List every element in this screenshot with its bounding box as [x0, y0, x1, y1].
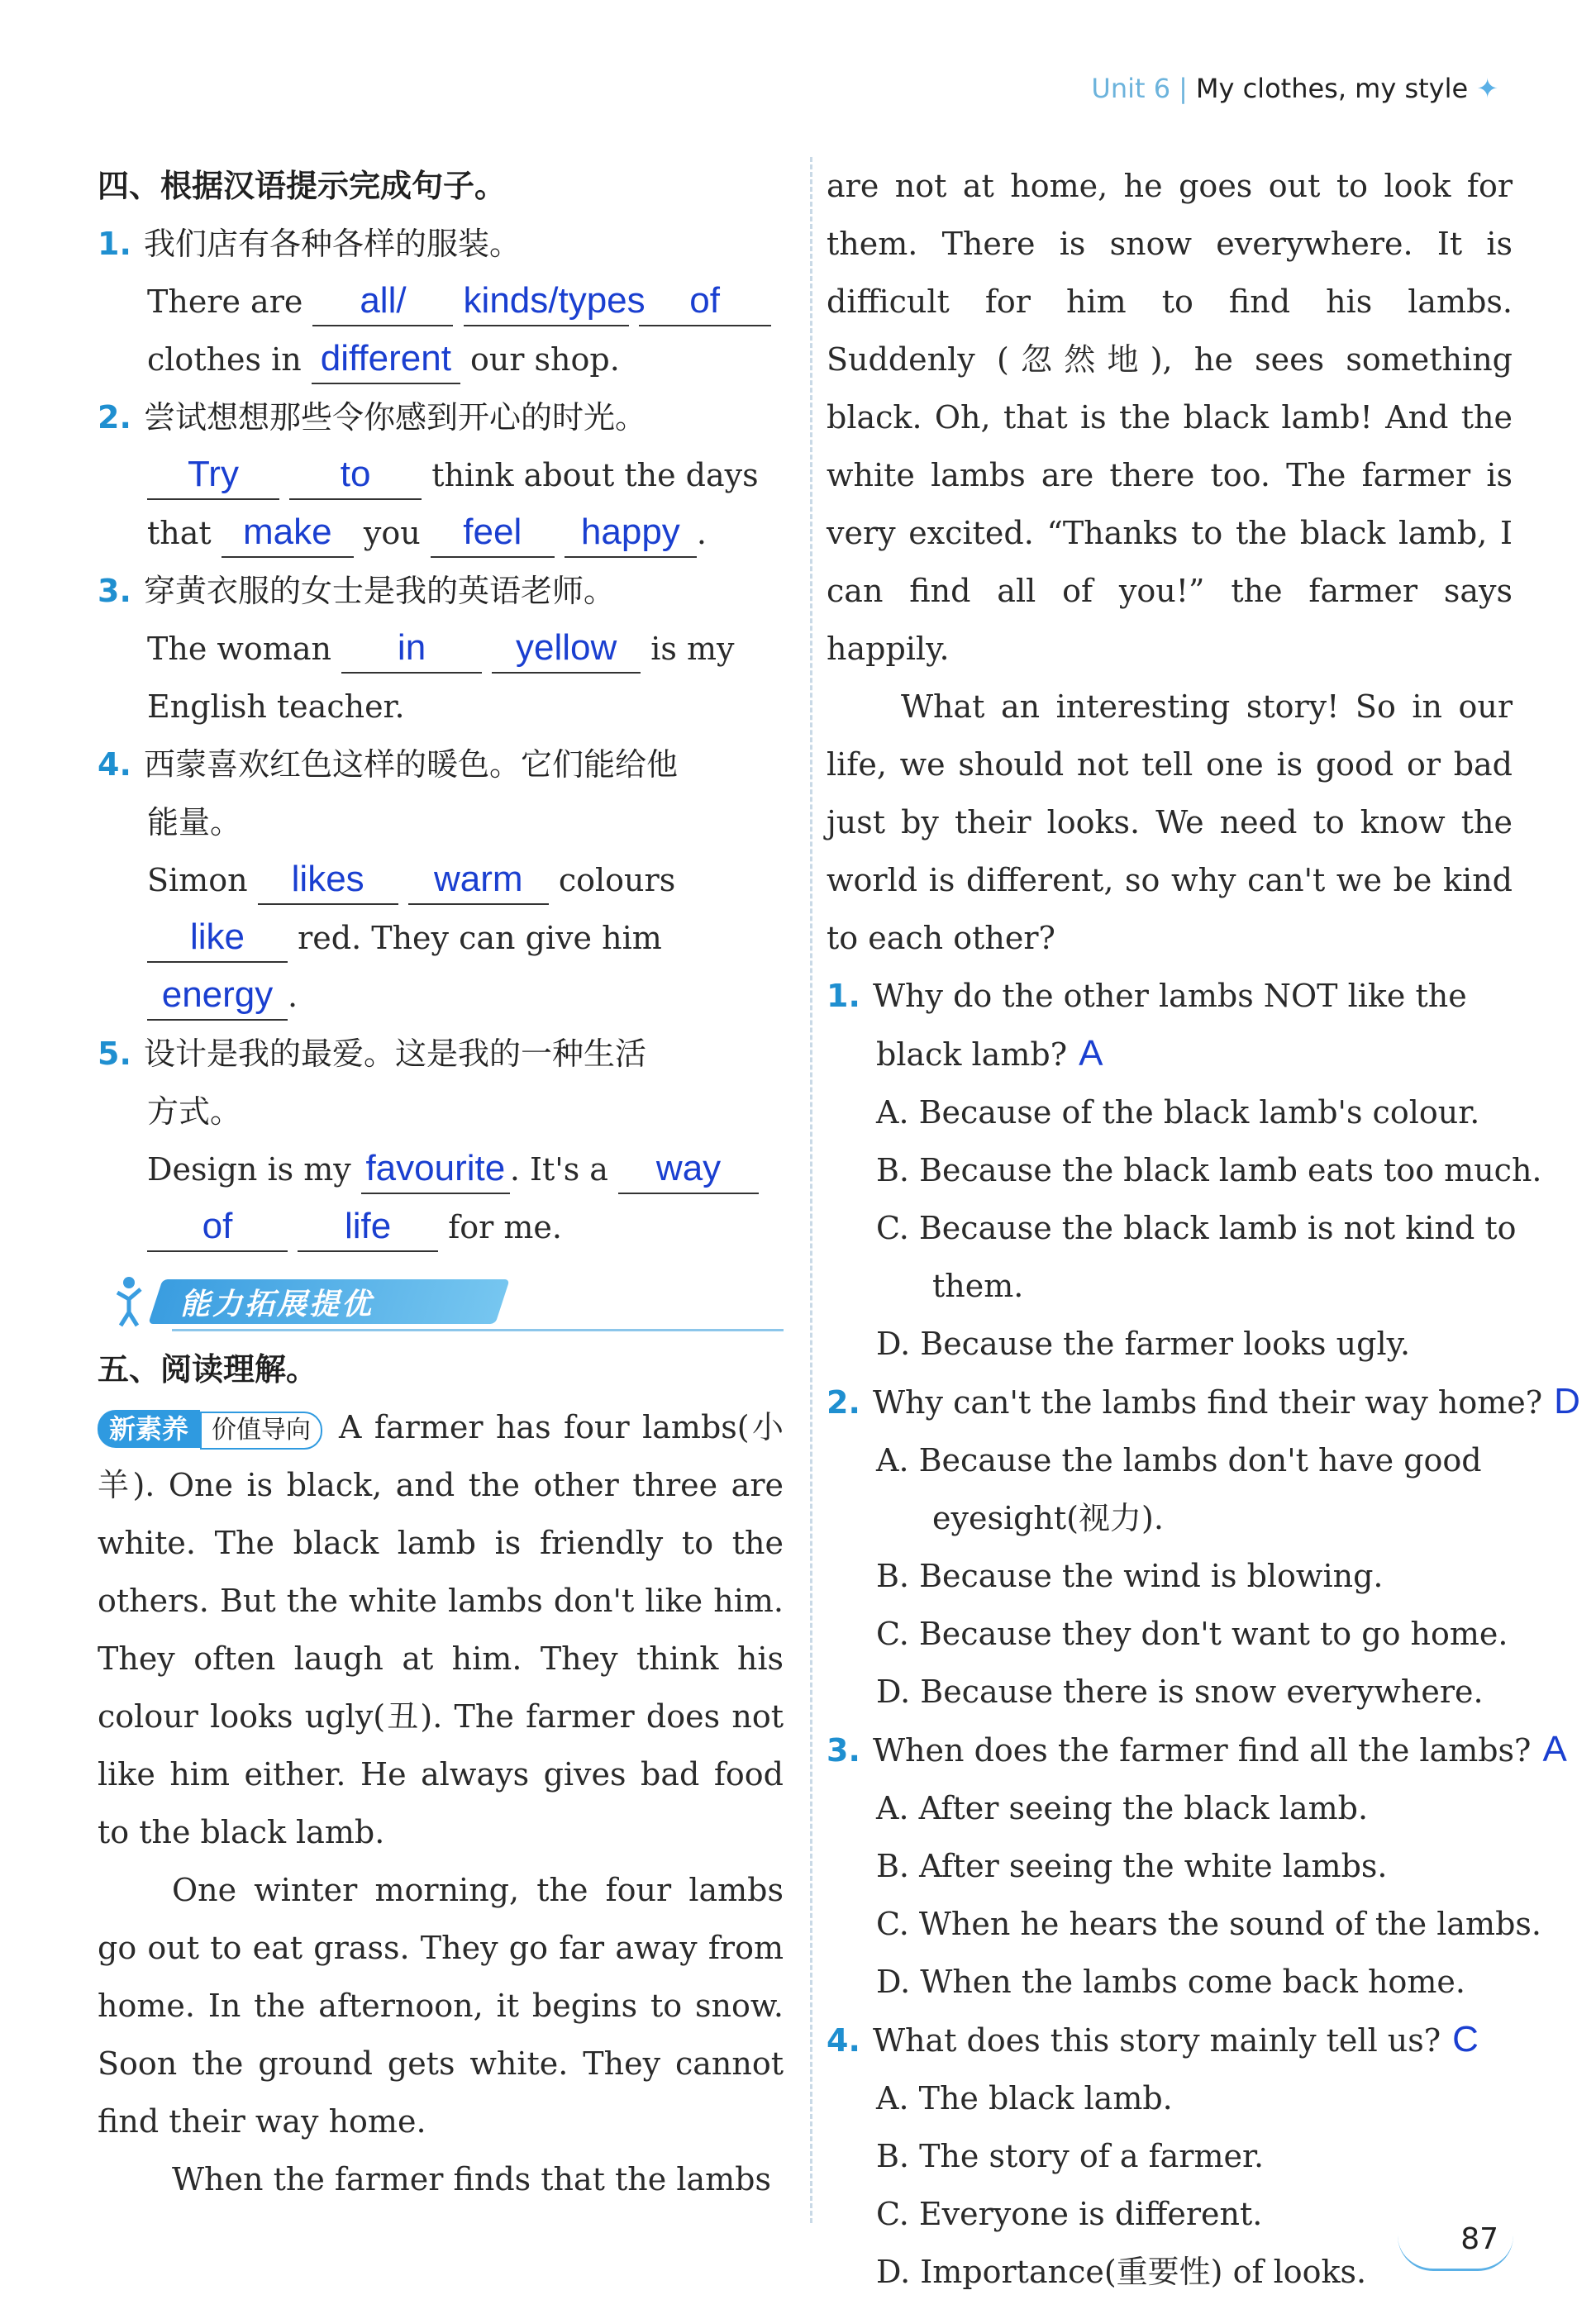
item-4-prompt: 4. 西蒙喜欢红色这样的暖色。它们能给他	[98, 746, 679, 783]
sparkle-icon: ✦	[1476, 73, 1498, 104]
question-1: 1. Why do the other lambs NOT like the	[827, 978, 1467, 1014]
left-column	[98, 157, 784, 2208]
question-1-cont: black lamb? A	[876, 1033, 1103, 1074]
answer-blank: life	[298, 1202, 438, 1252]
answer-blank: feel	[431, 508, 555, 558]
item-1-prompt: 1. 我们店有各种各样的服装。	[98, 226, 522, 262]
tag-value-orientation: 价值导向	[200, 1412, 322, 1450]
option: C. Because the black lamb is not kind to	[876, 1210, 1517, 1246]
tag-new-literacy: 新素养	[98, 1410, 200, 1448]
answer-blank: like	[147, 913, 288, 963]
passage-paragraph-2: One winter morning, the four lambs go out to eat grass. They go far away from home. In the afternoon, it begins to snow. Soon the ground gets white. They cannot find their way home.	[98, 1872, 784, 2140]
item-1-line2: clothes in different our shop.	[98, 331, 784, 388]
answer-mark: C	[1452, 2019, 1479, 2059]
banner-rule	[172, 1329, 784, 1331]
option-cont: them.	[932, 1268, 1024, 1304]
item-5-line1: Design is my favourite . It's a way	[98, 1140, 784, 1198]
answer-mark: D	[1554, 1381, 1580, 1421]
answer-blank: kinds/types	[464, 277, 629, 326]
answer-mark: A	[1079, 1033, 1103, 1074]
option: B. After seeing the white lambs.	[876, 1848, 1388, 1884]
item-3-line2: English teacher.	[147, 688, 405, 725]
unit-label: Unit 6	[1091, 73, 1171, 104]
option: A. The black lamb.	[876, 2080, 1173, 2116]
answer-blank: likes	[258, 855, 398, 905]
item-2-line1: Try to think about the days	[98, 446, 784, 504]
answer-blank: of	[147, 1202, 288, 1252]
item-3-prompt: 3. 穿黄衣服的女士是我的英语老师。	[98, 573, 616, 609]
answer-blank: of	[639, 277, 771, 326]
header-separator: |	[1179, 73, 1188, 104]
option: B. The story of a farmer.	[876, 2138, 1265, 2174]
answer-blank: make	[222, 508, 354, 558]
option: C. When he hears the sound of the lambs.	[876, 1906, 1541, 1942]
item-2-line2: that make you feel happy .	[98, 504, 784, 562]
answer-blank: favourite	[361, 1145, 510, 1194]
section-banner	[98, 1268, 784, 1334]
item-2-prompt: 2. 尝试想想那些令你感到开心的时光。	[98, 399, 647, 436]
item-1-line1: There are all/ kinds/types of	[98, 273, 784, 331]
option: D. When the lambs come back home.	[876, 1964, 1465, 2000]
option: D. Importance(重要性) of looks.	[876, 2254, 1367, 2290]
answer-blank: yellow	[492, 624, 641, 674]
item-4-line1: Simon likes warm colours	[98, 851, 784, 909]
passage-paragraph-3-cont: are not at home, he goes out to look for them. There is snow everywhere. It is difficult for him to find his lambs. Suddenly (忽然地), he sees something black. Oh, that is the black lamb! And the white lambs are there too. The farmer is very excited. “Thanks to the black lamb, I can find all of you!” the farmer says happily.	[827, 168, 1513, 667]
passage-paragraph-4: What an interesting story! So in our life, we should not tell one is good or bad just by their looks. We need to know the world is different, so why can't we be kind to each other?	[827, 688, 1513, 956]
answer-blank: happy	[565, 508, 697, 558]
item-4-line2: like red. They can give him	[98, 909, 784, 967]
page-number: 87	[1460, 2222, 1498, 2256]
option: C. Because they don't want to go home.	[876, 1616, 1508, 1652]
passage-paragraph-3-start: When the farmer finds that the lambs	[172, 2161, 771, 2197]
section5-title: 五、阅读理解。	[98, 1351, 318, 1388]
page-header	[1091, 73, 1498, 104]
option: C. Everyone is different.	[876, 2196, 1263, 2232]
column-divider	[810, 157, 812, 2223]
right-column	[827, 157, 1580, 2301]
option: A. After seeing the black lamb.	[876, 1790, 1369, 1826]
item-5-prompt-cont: 方式。	[147, 1093, 242, 1130]
answer-blank: all/	[312, 277, 453, 326]
option: A. Because of the black lamb's colour.	[876, 1094, 1480, 1131]
item-4-prompt-cont: 能量。	[147, 804, 242, 840]
answer-blank: energy	[147, 971, 288, 1021]
item-5-prompt: 5. 设计是我的最爱。这是我的一种生活	[98, 1036, 647, 1072]
item-4-line3: energy .	[98, 967, 784, 1025]
answer-blank: different	[312, 335, 460, 384]
answer-blank: Try	[147, 450, 279, 500]
question-4: 4. What does this story mainly tell us? C	[827, 2019, 1479, 2059]
answer-blank: warm	[408, 855, 549, 905]
item-3-line1: The woman in yellow is my	[98, 620, 784, 678]
option: D. Because the farmer looks ugly.	[876, 1326, 1411, 1362]
banner-label: 能力拓展提优	[180, 1288, 374, 1321]
option: B. Because the wind is blowing.	[876, 1558, 1384, 1594]
question-3: 3. When does the farmer find all the lambs? A	[827, 1729, 1567, 1769]
person-icon	[112, 1274, 145, 1327]
option: A. Because the lambs don't have good	[876, 1442, 1482, 1478]
passage-paragraph-1: 新素养 价值导向 A farmer has four lambs(小羊). One is black, and the other three are white. The black lamb is friendly to the others. But the white lambs don't like him. They often laugh at him. They think his colour looks ugly(丑). The farmer does not like him either. He always gives bad food to the black lamb.	[98, 1409, 784, 1850]
answer-blank: to	[289, 450, 422, 500]
item-5-line2: of life for me.	[98, 1198, 784, 1256]
question-2: 2. Why can't the lambs find their way home? D	[827, 1381, 1580, 1421]
unit-title: My clothes, my style	[1195, 73, 1469, 104]
option: D. Because there is snow everywhere.	[876, 1674, 1484, 1710]
answer-blank: in	[341, 624, 482, 674]
answer-blank: way	[618, 1145, 759, 1194]
section4-title: 四、根据汉语提示完成句子。	[98, 168, 507, 204]
option: B. Because the black lamb eats too much.	[876, 1152, 1542, 1188]
option-cont: eyesight(视力).	[932, 1500, 1164, 1536]
answer-mark: A	[1542, 1729, 1567, 1769]
